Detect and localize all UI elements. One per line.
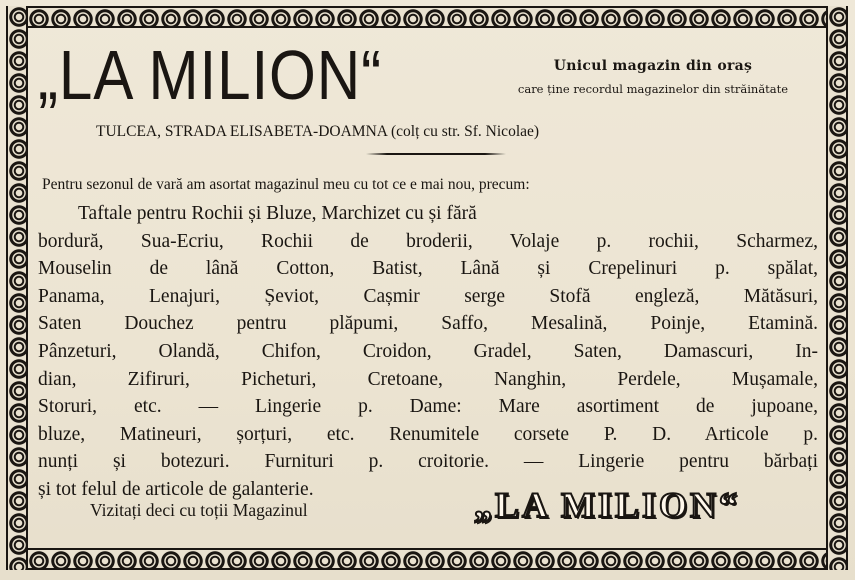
product-line: bluze, Matineuri, șorțuri, etc. Renumitele corsete P. D. Articole p. bbox=[38, 423, 818, 445]
product-line: Saten Douchez pentru plăpumi, Saffo, Mesalină, Poinje, Etamină. bbox=[38, 313, 818, 335]
brand-title: „LA MILION“ bbox=[38, 36, 382, 114]
product-line: dian, Zifiruri, Picheturi, Cretoane, Nanghin, Perdele, Mușamale, bbox=[38, 368, 818, 390]
ornamental-border-left bbox=[6, 6, 28, 570]
product-line: și tot felul de articole de galanterie. bbox=[38, 478, 314, 500]
slogan-line-1: Unicul magazin din oraș bbox=[553, 58, 753, 74]
product-line: Storuri, etc. — Lingerie p. Dame: Mare asortiment de jupoane, bbox=[38, 396, 818, 418]
slogan bbox=[488, 58, 818, 96]
slogan-line-2: care ține recordul magazinelor din străinătate bbox=[517, 82, 789, 96]
advertisement-content bbox=[36, 34, 822, 542]
product-line: Panama, Lenajuri, Șeviot, Cașmir serge Stofă engleză, Mătăsuri, bbox=[38, 285, 818, 307]
product-line: nunți și botezuri. Furnituri p. croitorie. — Lingerie pentru bărbați bbox=[38, 451, 818, 473]
ornamental-border-top bbox=[6, 6, 848, 28]
product-list bbox=[38, 200, 818, 504]
ornamental-border-right bbox=[826, 6, 848, 570]
product-line: Pânzeturi, Olandă, Chifon, Croidon, Gradel, Saten, Damascuri, In- bbox=[38, 340, 818, 362]
intro-text: Pentru sezonul de vară am asortat magazinul meu cu tot ce e mai nou, precum: bbox=[42, 176, 530, 193]
product-line: bordură, Sua-Ecriu, Rochii de broderii, Volaje p. rochii, Scharmez, bbox=[38, 230, 818, 252]
closing-text: Vizitați deci cu toții Magazinul bbox=[90, 500, 308, 520]
store-address: TULCEA, STRADA ELISABETA-DOAMNA (colț cu str. Sf. Nicolae) bbox=[96, 123, 540, 140]
closing-brand: „LA MILION“ bbox=[474, 485, 741, 525]
product-line: Mouselin de lână Cotton, Batist, Lână și Crepelinuri p. spălat, bbox=[38, 258, 818, 280]
divider-rule bbox=[366, 153, 506, 155]
ornamental-border-bottom bbox=[6, 548, 848, 570]
product-line: Taftale pentru Rochii și Bluze, Marchizet cu și fără bbox=[78, 203, 477, 224]
